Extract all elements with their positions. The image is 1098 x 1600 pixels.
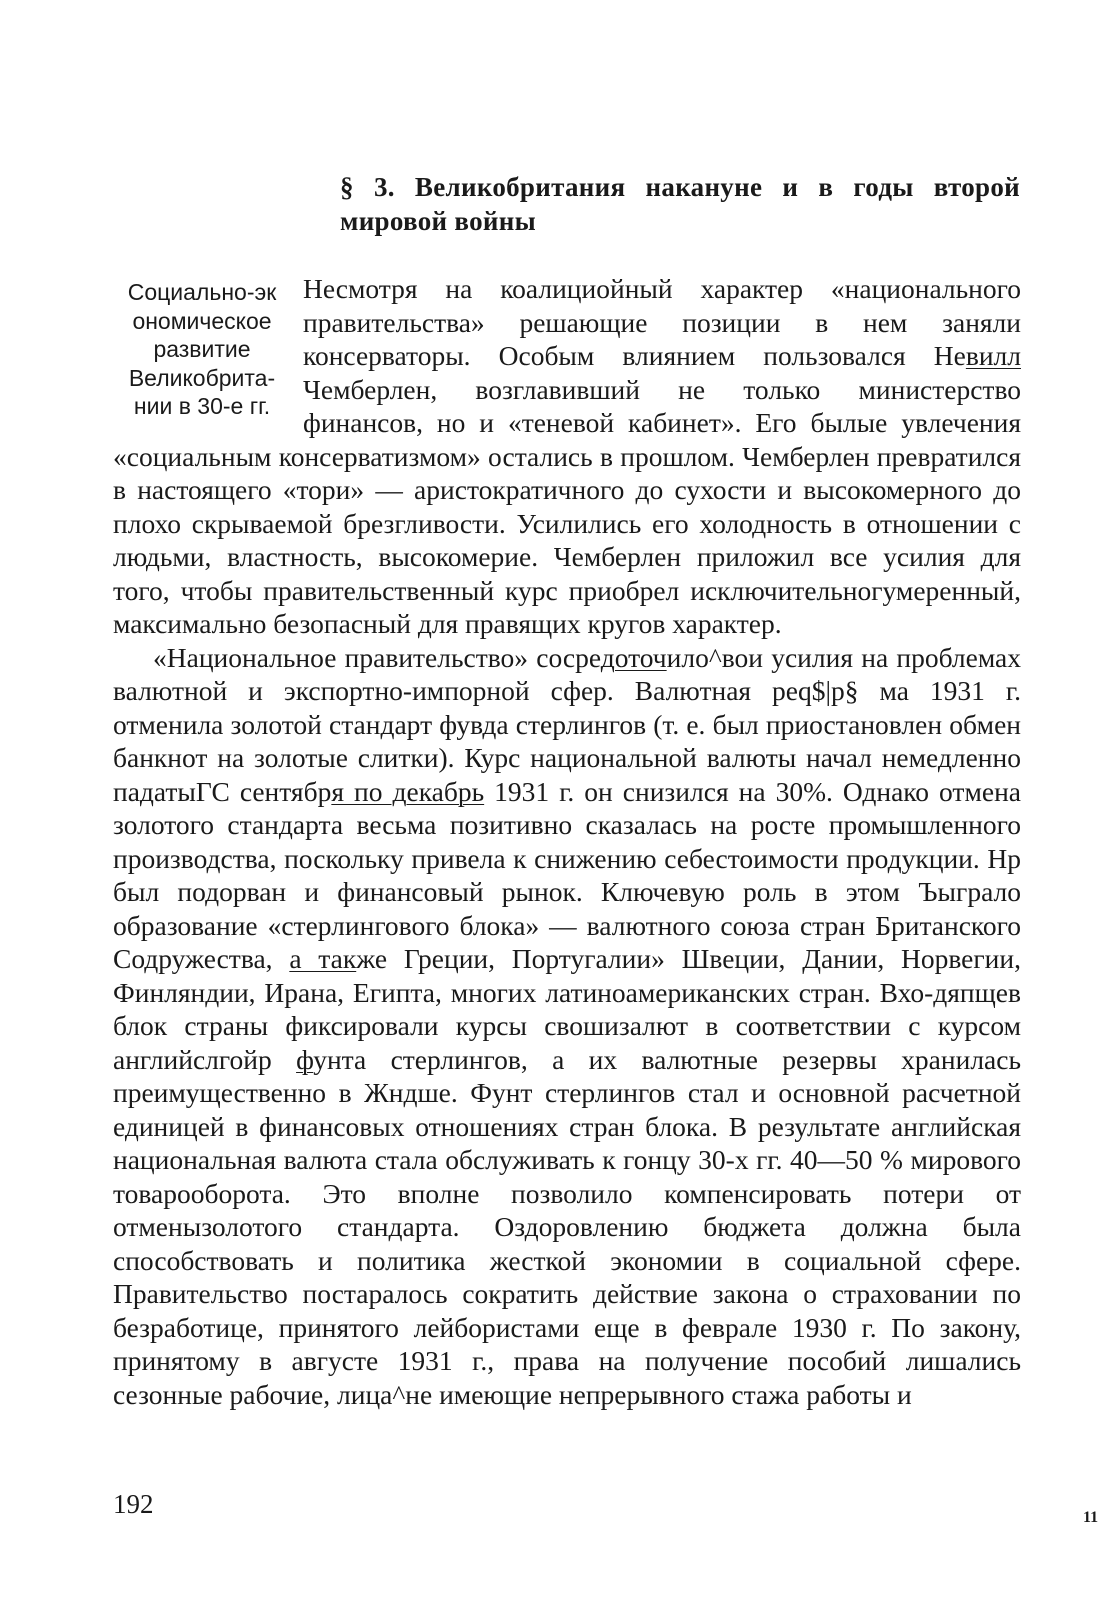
corner-mark: 11	[1083, 1509, 1098, 1526]
paragraph-2-text-a: «Национальное правительство» сосре	[153, 641, 601, 673]
margin-note-line: ономическое	[132, 307, 272, 334]
margin-note-line: Социально-эк	[127, 279, 277, 305]
underlined-fragment: доточ	[600, 641, 667, 673]
paragraph-2-text-e: унта стерлингов, а их валютные резервы хранилась преимущественно в Жндше. Фунт стерлингов стал и основной расчетной единицей в финансовых отношениях стран блока. В результате английская национальная валюта стала обслуживать к гонцу 30-х гг. 40—50 % мирового товарооборота. Это вполне позволило компенсировать потери от отменызолотого стандарта. Оздоровлению бюджета должна была способствовать и политика жесткой экономии в социальной сфере. Правительство постаралось сократить действие закона о страховании по безработице, принятого лейбористами еще в феврале 1930 г. По закону, принятому в августе 1931 г., права на получение пособий лишались сезонные рабочие, лица^не имеющие непрерывного стажа работы и	[113, 1043, 1022, 1410]
underlined-fragment: я по декабрь	[331, 775, 485, 807]
underlined-fragment: вилл	[965, 340, 1021, 371]
section-title: § 3. Великобритания накануне и в годы второй мировой войны	[340, 172, 1020, 236]
paragraph-1-text-a: Несмотря на коалициойный характер «национального правительства» решающие позиции в нем заняли консерваторы. Особым влиянием пользовался Не	[303, 273, 1021, 371]
underlined-fragment: ф	[296, 1043, 314, 1075]
paragraph-2-text-b: ило^вои усилия на проблемах валютной и экспортно-импорной сфер. Валютная peq$|p§ ма 1931 г. отменила золотой стандарт фувда стерлингов (т. е. был приостановлен обмен банкнот на золотые слитки). Курс национальной валюты начал немедленно падатыГС сентябр	[113, 641, 1021, 807]
margin-note-line: Великобрита-	[128, 364, 276, 391]
margin-note-line: развитие	[153, 336, 251, 362]
margin-note-line: нии в 30-е гг.	[133, 393, 271, 419]
paragraph-2	[113, 641, 1021, 1412]
paragraph-1-text-b: Чемберлен, возглавивший не только министерство финансов, но и «теневой кабинет». Его былые увлечения «социальным консерватизмом» остались в прошлом. Чемберлен превратился в настоящего «тори» — аристократичного до сухости и высокомерного до плохо скрываемой брезгливости. Усилились его холодность в отношении с людьми, властность, высокомерие. Чемберлен приложил все усилия для того, чтобы правительственный курс приобрел исключительногумеренный, максимально безопасный для правящих кругов характер.	[113, 373, 1021, 639]
page-number: 192	[113, 1489, 154, 1519]
margin-note	[113, 278, 291, 421]
underlined-fragment: а так	[289, 943, 357, 974]
paragraph-2-text-d: же Греции, Португалии» Швеции, Дании, Норвегии, Финляндии, Ирана, Египта, многих латиноамериканских стран. Вхо-дяпщев блок страны фиксировали курсы свошизалют в соответствии с курсом английслгойр	[113, 943, 1021, 1075]
paragraph-2-text-c: 1931 г. он снизился на 30%. Однако отмена золотого стандарта весьма позитивно сказалась на росте промышленного производства, поскольку привела к снижению себестоимости продукции. Нр был подорван и финансовый рынок. Ключевую роль в этом Ъыграло образование «стерлингового блока» — валютного союза стран Британского Содружества,	[113, 775, 1021, 974]
body-text	[113, 272, 1021, 1411]
